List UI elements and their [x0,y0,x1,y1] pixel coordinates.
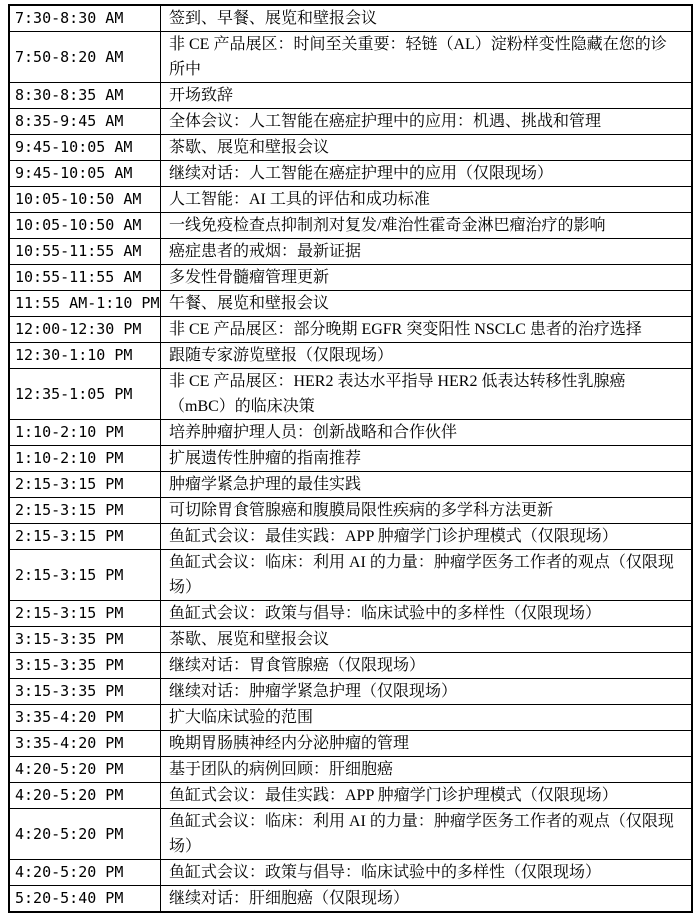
session-time: 1:10-2:10 PM [9,446,161,472]
schedule-row [9,550,692,601]
schedule-row [9,679,692,705]
schedule-row [9,32,692,83]
session-time: 1:10-2:10 PM [9,420,161,446]
session-time: 12:35-1:05 PM [9,369,161,420]
session-title: 非 CE 产品展区：部分晚期 EGFR 突变阳性 NSCLC 患者的治疗选择 [161,317,693,343]
schedule-row [9,705,692,731]
schedule-row [9,83,692,109]
session-title: 非 CE 产品展区：时间至关重要：轻链（AL）淀粉样变性隐藏在您的诊所中 [161,32,693,83]
session-title: 鱼缸式会议：临床：利用 AI 的力量：肿瘤学医务工作者的观点（仅限现场） [161,550,693,601]
session-title: 鱼缸式会议：临床：利用 AI 的力量：肿瘤学医务工作者的观点（仅限现场） [161,809,693,860]
session-title: 继续对话：胃食管腺癌（仅限现场） [161,653,693,679]
schedule-row [9,213,692,239]
session-title: 一线免疫检查点抑制剂对复发/难治性霍奇金淋巴瘤治疗的影响 [161,213,693,239]
schedule-row [9,343,692,369]
schedule-row [9,239,692,265]
schedule-row [9,809,692,860]
schedule-row [9,627,692,653]
session-time: 7:50-8:20 AM [9,32,161,83]
session-time: 8:30-8:35 AM [9,83,161,109]
session-title: 茶歇、展览和壁报会议 [161,135,693,161]
session-title: 鱼缸式会议：最佳实践：APP 肿瘤学门诊护理模式（仅限现场） [161,524,693,550]
session-title: 基于团队的病例回顾：肝细胞癌 [161,757,693,783]
session-time: 9:45-10:05 AM [9,135,161,161]
session-title: 开场致辞 [161,83,693,109]
session-title: 人工智能：AI 工具的评估和成功标准 [161,187,693,213]
schedule-row [9,5,692,32]
session-time: 2:15-3:15 PM [9,550,161,601]
session-title: 午餐、展览和壁报会议 [161,291,693,317]
session-time: 10:55-11:55 AM [9,239,161,265]
schedule-row [9,524,692,550]
session-title: 茶歇、展览和壁报会议 [161,627,693,653]
session-time: 2:15-3:15 PM [9,524,161,550]
session-title: 全体会议：人工智能在癌症护理中的应用：机遇、挑战和管理 [161,109,693,135]
schedule-row [9,291,692,317]
session-time: 8:35-9:45 AM [9,109,161,135]
session-title: 继续对话：人工智能在癌症护理中的应用（仅限现场） [161,161,693,187]
session-title: 鱼缸式会议：政策与倡导：临床试验中的多样性（仅限现场） [161,601,693,627]
session-time: 9:45-10:05 AM [9,161,161,187]
session-time: 7:30-8:30 AM [9,5,161,32]
session-title: 鱼缸式会议：最佳实践：APP 肿瘤学门诊护理模式（仅限现场） [161,783,693,809]
schedule-row [9,498,692,524]
schedule-row [9,420,692,446]
session-time: 12:00-12:30 PM [9,317,161,343]
session-time: 2:15-3:15 PM [9,601,161,627]
session-time: 12:30-1:10 PM [9,343,161,369]
session-title: 继续对话：肝细胞癌（仅限现场） [161,886,693,913]
schedule-row [9,653,692,679]
session-time: 10:55-11:55 AM [9,265,161,291]
schedule-row [9,783,692,809]
session-title: 可切除胃食管腺癌和腹膜局限性疾病的多学科方法更新 [161,498,693,524]
session-title: 培养肿瘤护理人员：创新战略和合作伙伴 [161,420,693,446]
schedule-row [9,135,692,161]
session-time: 4:20-5:20 PM [9,860,161,886]
session-time: 5:20-5:40 PM [9,886,161,913]
session-title: 继续对话：肿瘤学紧急护理（仅限现场） [161,679,693,705]
schedule-row [9,472,692,498]
schedule-row [9,369,692,420]
schedule-row [9,187,692,213]
schedule-row [9,757,692,783]
session-time: 3:35-4:20 PM [9,731,161,757]
schedule-row [9,161,692,187]
session-title: 肿瘤学紧急护理的最佳实践 [161,472,693,498]
session-time: 4:20-5:20 PM [9,809,161,860]
schedule-row [9,446,692,472]
session-time: 2:15-3:15 PM [9,498,161,524]
schedule-row [9,886,692,913]
schedule-row [9,265,692,291]
session-time: 3:15-3:35 PM [9,627,161,653]
schedule-row [9,109,692,135]
session-title: 非 CE 产品展区：HER2 表达水平指导 HER2 低表达转移性乳腺癌（mBC）的临床决策 [161,369,693,420]
schedule-row [9,317,692,343]
session-title: 癌症患者的戒烟：最新证据 [161,239,693,265]
session-time: 2:15-3:15 PM [9,472,161,498]
session-title: 扩大临床试验的范围 [161,705,693,731]
schedule-row [9,860,692,886]
session-title: 鱼缸式会议：政策与倡导：临床试验中的多样性（仅限现场） [161,860,693,886]
session-time: 10:05-10:50 AM [9,213,161,239]
session-title: 晚期胃肠胰神经内分泌肿瘤的管理 [161,731,693,757]
session-title: 跟随专家游览壁报（仅限现场） [161,343,693,369]
session-title: 扩展遗传性肿瘤的指南推荐 [161,446,693,472]
session-time: 3:15-3:35 PM [9,653,161,679]
schedule-row [9,731,692,757]
session-time: 4:20-5:20 PM [9,783,161,809]
session-time: 11:55 AM-1:10 PM [9,291,161,317]
schedule-row [9,601,692,627]
session-time: 3:35-4:20 PM [9,705,161,731]
session-time: 10:05-10:50 AM [9,187,161,213]
schedule-table-body [9,5,692,912]
session-title: 签到、早餐、展览和壁报会议 [161,5,693,32]
schedule-table [8,4,693,913]
session-time: 4:20-5:20 PM [9,757,161,783]
session-title: 多发性骨髓瘤管理更新 [161,265,693,291]
session-time: 3:15-3:35 PM [9,679,161,705]
